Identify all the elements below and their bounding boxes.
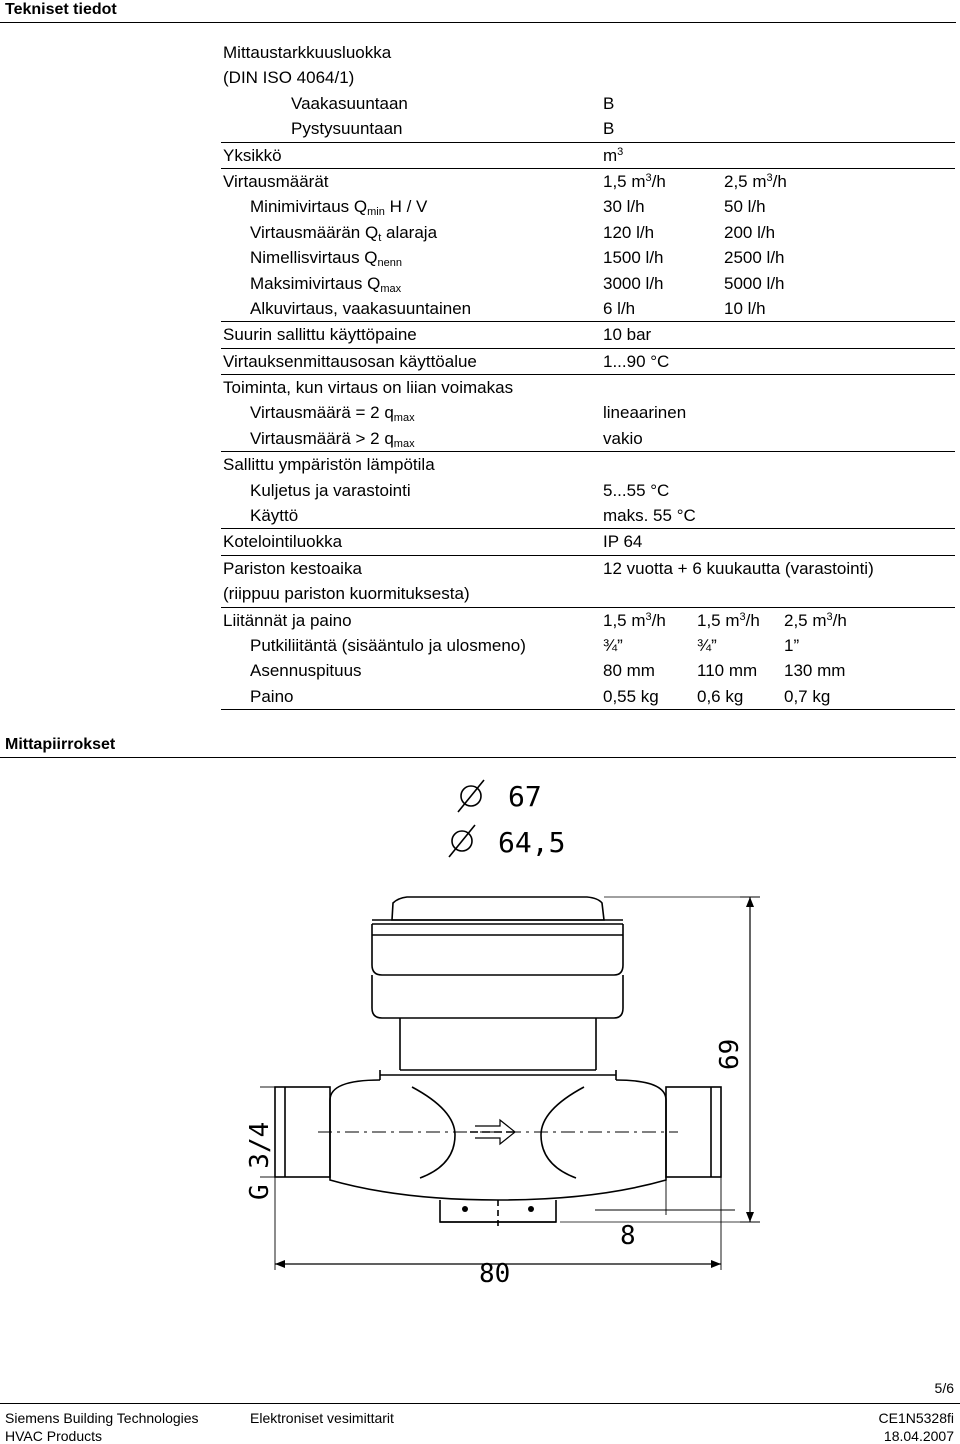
spec-value: 200 l/h: [724, 222, 776, 242]
spec-value: $m^3$: [603, 145, 624, 165]
spec-row: [221, 581, 955, 607]
spec-label: Virtausmäärä > 2 $q_{max}$: [250, 428, 415, 450]
spec-value: 130 mm: [784, 661, 846, 681]
spec-label: Yksikkö: [223, 145, 282, 165]
spec-value: 6 l/h: [603, 298, 636, 318]
spec-label: Liitännät ja paino: [223, 610, 352, 630]
dim-thread: G 3/4: [245, 1121, 275, 1200]
spec-value: 120 l/h: [603, 222, 655, 242]
page-number: 5/6: [934, 1380, 954, 1396]
spec-label: Sallittu ympäristön lämpötila: [223, 455, 435, 475]
spec-row: [221, 658, 955, 683]
spec-label: Asennuspituus: [250, 661, 362, 681]
spec-label: Alkuvirtaus, vaakasuuntainen: [250, 298, 472, 318]
spec-value: vakio: [603, 428, 643, 448]
spec-label: Toiminta, kun virtaus on liian voimakas: [223, 378, 514, 398]
spec-value: 5...55 °C: [603, 480, 670, 500]
spec-row: [221, 529, 955, 555]
spec-label: Minimivirtaus $Q_{min}$ H / V: [250, 197, 428, 219]
spec-label: Käyttö: [250, 506, 299, 526]
spec-row: [221, 452, 955, 477]
spec-value: 10 l/h: [724, 298, 766, 318]
spec-label: Pystysuuntaan: [291, 119, 403, 139]
footer-date: 18.04.2007: [883, 1428, 954, 1444]
spec-label: (riippuu pariston kuormituksesta): [223, 584, 470, 604]
dim-diameter-inner: 64,5: [498, 826, 566, 859]
spec-value: maks. 55 °C: [603, 506, 696, 526]
spec-label: Putkiliitäntä (sisääntulo ja ulosmeno): [250, 635, 526, 655]
spec-row: [221, 116, 955, 142]
spec-value: 1...90 °C: [603, 351, 670, 371]
spec-value: B: [603, 119, 615, 139]
spec-label: Pariston kestoaika: [223, 558, 362, 578]
spec-label: Virtausmäärän $Q_t$ alaraja: [250, 222, 438, 244]
spec-row: [221, 556, 955, 581]
footer-company: Siemens Building Technologies: [5, 1410, 199, 1426]
spec-label: Virtausmäärät: [223, 171, 329, 191]
spec-value: 0,6 kg: [697, 686, 744, 706]
spec-label: Paino: [250, 686, 294, 706]
spec-row: [221, 143, 955, 169]
spec-row: [221, 478, 955, 503]
footer-doc-id: CE1N5328fi: [878, 1410, 954, 1426]
spec-row: [221, 503, 955, 529]
spec-value: 2,5 $m^3/h$: [724, 171, 787, 191]
spec-row: [221, 271, 955, 296]
spec-value: 2500 l/h: [724, 248, 785, 268]
footer-divider: [0, 1403, 960, 1404]
spec-value: 50 l/h: [724, 197, 766, 217]
section-header-technical: [0, 0, 956, 23]
spec-row: [221, 245, 955, 270]
spec-row: [221, 194, 955, 219]
spec-row: [221, 608, 955, 633]
dimension-drawing: [0, 770, 960, 1330]
spec-label: Maksimivirtaus $Q_{max}$: [250, 273, 402, 295]
footer-division: HVAC Products: [5, 1428, 102, 1444]
spec-value: 1500 l/h: [603, 248, 664, 268]
spec-label: Nimellisvirtaus $Q_{nenn}$: [250, 248, 403, 270]
spec-label: Mittaustarkkuusluokka: [223, 43, 392, 62]
spec-value: 0,55 kg: [603, 686, 659, 706]
spec-value: 5000 l/h: [724, 273, 785, 293]
spec-value: lineaarinen: [603, 403, 687, 423]
spec-row: [221, 65, 955, 90]
spec-value: 1,5 $m^3/h$: [603, 171, 666, 191]
spec-label: Vaakasuuntaan: [291, 93, 408, 113]
spec-value: 12 vuotta + 6 kuukautta (varastointi): [603, 558, 874, 578]
spec-label: Virtauksenmittausosan käyttöalue: [223, 351, 477, 371]
spec-value: ¾”: [603, 635, 623, 655]
section-title: Mittapiirrokset: [5, 736, 116, 753]
spec-row: [221, 322, 955, 348]
spec-label: Kuljetus ja varastointi: [250, 480, 411, 500]
spec-row: [221, 169, 955, 194]
spec-value: 2,5 $m^3/h$: [784, 610, 847, 630]
spec-value: 110 mm: [697, 661, 758, 681]
spec-table: [221, 40, 955, 710]
section-title: Tekniset tiedot: [5, 1, 117, 18]
spec-row: [221, 400, 955, 425]
spec-value: ¾”: [697, 635, 717, 655]
dim-diameter-outer: 67: [508, 780, 542, 813]
section-header-drawings: [0, 735, 956, 758]
spec-label: (DIN ISO 4064/1): [223, 68, 355, 88]
spec-value: B: [603, 93, 615, 113]
spec-row: [221, 220, 955, 245]
spec-label: Kotelointiluokka: [223, 532, 343, 552]
footer-title: Elektroniset vesimittarit: [250, 1410, 394, 1426]
dim-length: 80: [479, 1259, 511, 1289]
spec-row: [221, 375, 955, 400]
spec-value: 1”: [784, 635, 800, 655]
spec-row: [221, 91, 955, 116]
spec-value: IP 64: [603, 532, 643, 552]
spec-row: [221, 296, 955, 322]
spec-label: Suurin sallittu käyttöpaine: [223, 325, 417, 345]
spec-row: [221, 426, 955, 452]
spec-value: 0,7 kg: [784, 686, 831, 706]
spec-value: 1,5 $m^3/h$: [697, 610, 760, 630]
spec-label: Virtausmäärä = 2 $q_{max}$: [250, 403, 415, 425]
spec-row: [221, 684, 955, 710]
spec-row: [221, 40, 955, 65]
spec-row: [221, 349, 955, 375]
dim-height: 69: [715, 1038, 745, 1070]
dim-offset: 8: [620, 1221, 636, 1251]
spec-value: 80 mm: [603, 661, 655, 681]
spec-value: 3000 l/h: [603, 273, 664, 293]
spec-value: 30 l/h: [603, 197, 645, 217]
spec-row: [221, 633, 955, 658]
spec-value: 1,5 $m^3/h$: [603, 610, 666, 630]
spec-value: 10 bar: [603, 325, 652, 345]
